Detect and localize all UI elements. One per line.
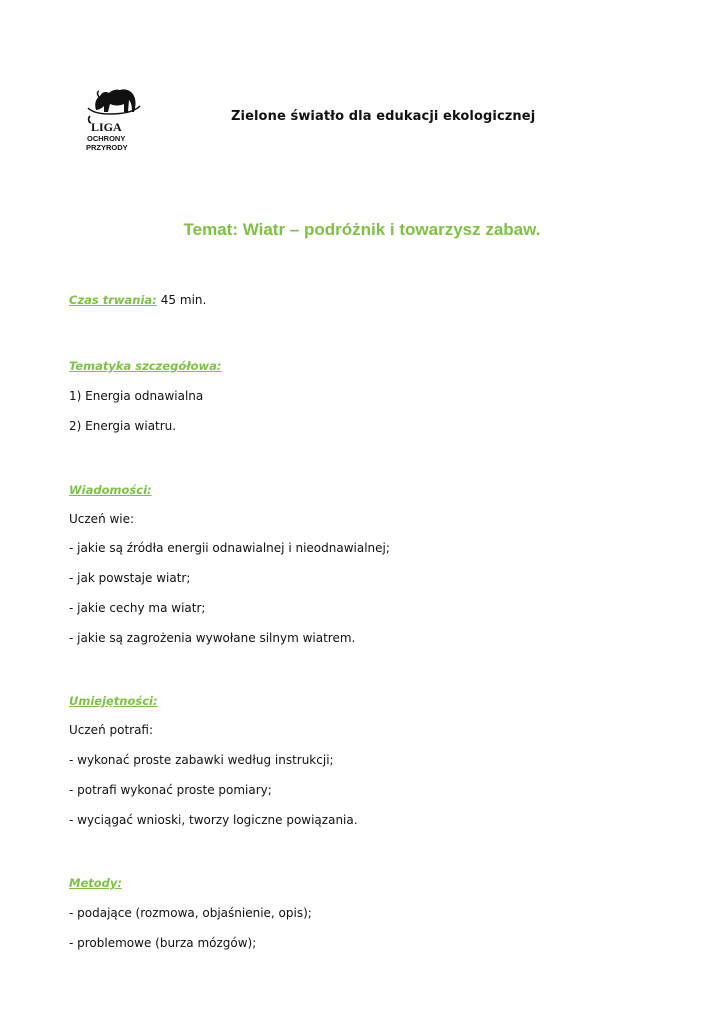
list-item: - wyciągać wnioski, tworzy logiczne powiązania. [69, 813, 358, 827]
duration-value: 45 min. [160, 293, 207, 307]
logo-wordmark-przyrody: PRZYRODY [86, 143, 128, 152]
list-item: - jak powstaje wiatr; [69, 571, 191, 585]
list-item: - podające (rozmowa, objaśnienie, opis); [69, 906, 312, 920]
list-item: - jakie są źródła energii odnawialnej i nieodnawialnej; [69, 541, 390, 555]
methods-label: Metody: [69, 876, 122, 890]
topic-heading: Temat: Wiatr – podróżnik i towarzysz zabaw. [183, 220, 541, 239]
liga-ochrony-przyrody-logo [82, 82, 144, 154]
list-item: - wykonać proste zabawki według instrukcji; [69, 753, 334, 767]
knowledge-intro: Uczeń wie: [69, 512, 135, 526]
document-header-title: Zielone światło dla edukacji ekologicznej [231, 109, 536, 124]
skills-intro: Uczeń potrafi: [69, 723, 154, 737]
skills-label: Umiejętności: [69, 694, 158, 708]
list-item: - jakie są zagrożenia wywołane silnym wiatrem. [69, 631, 356, 645]
detailed-topics-label: Tematyka szczegółowa: [69, 359, 222, 373]
logo-wordmark-ochrony: OCHRONY [87, 134, 126, 143]
list-item: - jakie cechy ma wiatr; [69, 601, 206, 615]
list-item: - problemowe (burza mózgów); [69, 936, 257, 950]
list-item: - potrafi wykonać proste pomiary; [69, 783, 272, 797]
duration-label: Czas trwania: [69, 293, 157, 307]
bison-icon [82, 82, 144, 154]
knowledge-label: Wiadomości: [69, 483, 152, 497]
duration-row [69, 293, 206, 307]
list-item: 1) Energia odnawialna [69, 389, 204, 403]
logo-wordmark-liga: LIGA [91, 120, 122, 134]
list-item: 2) Energia wiatru. [69, 419, 177, 433]
